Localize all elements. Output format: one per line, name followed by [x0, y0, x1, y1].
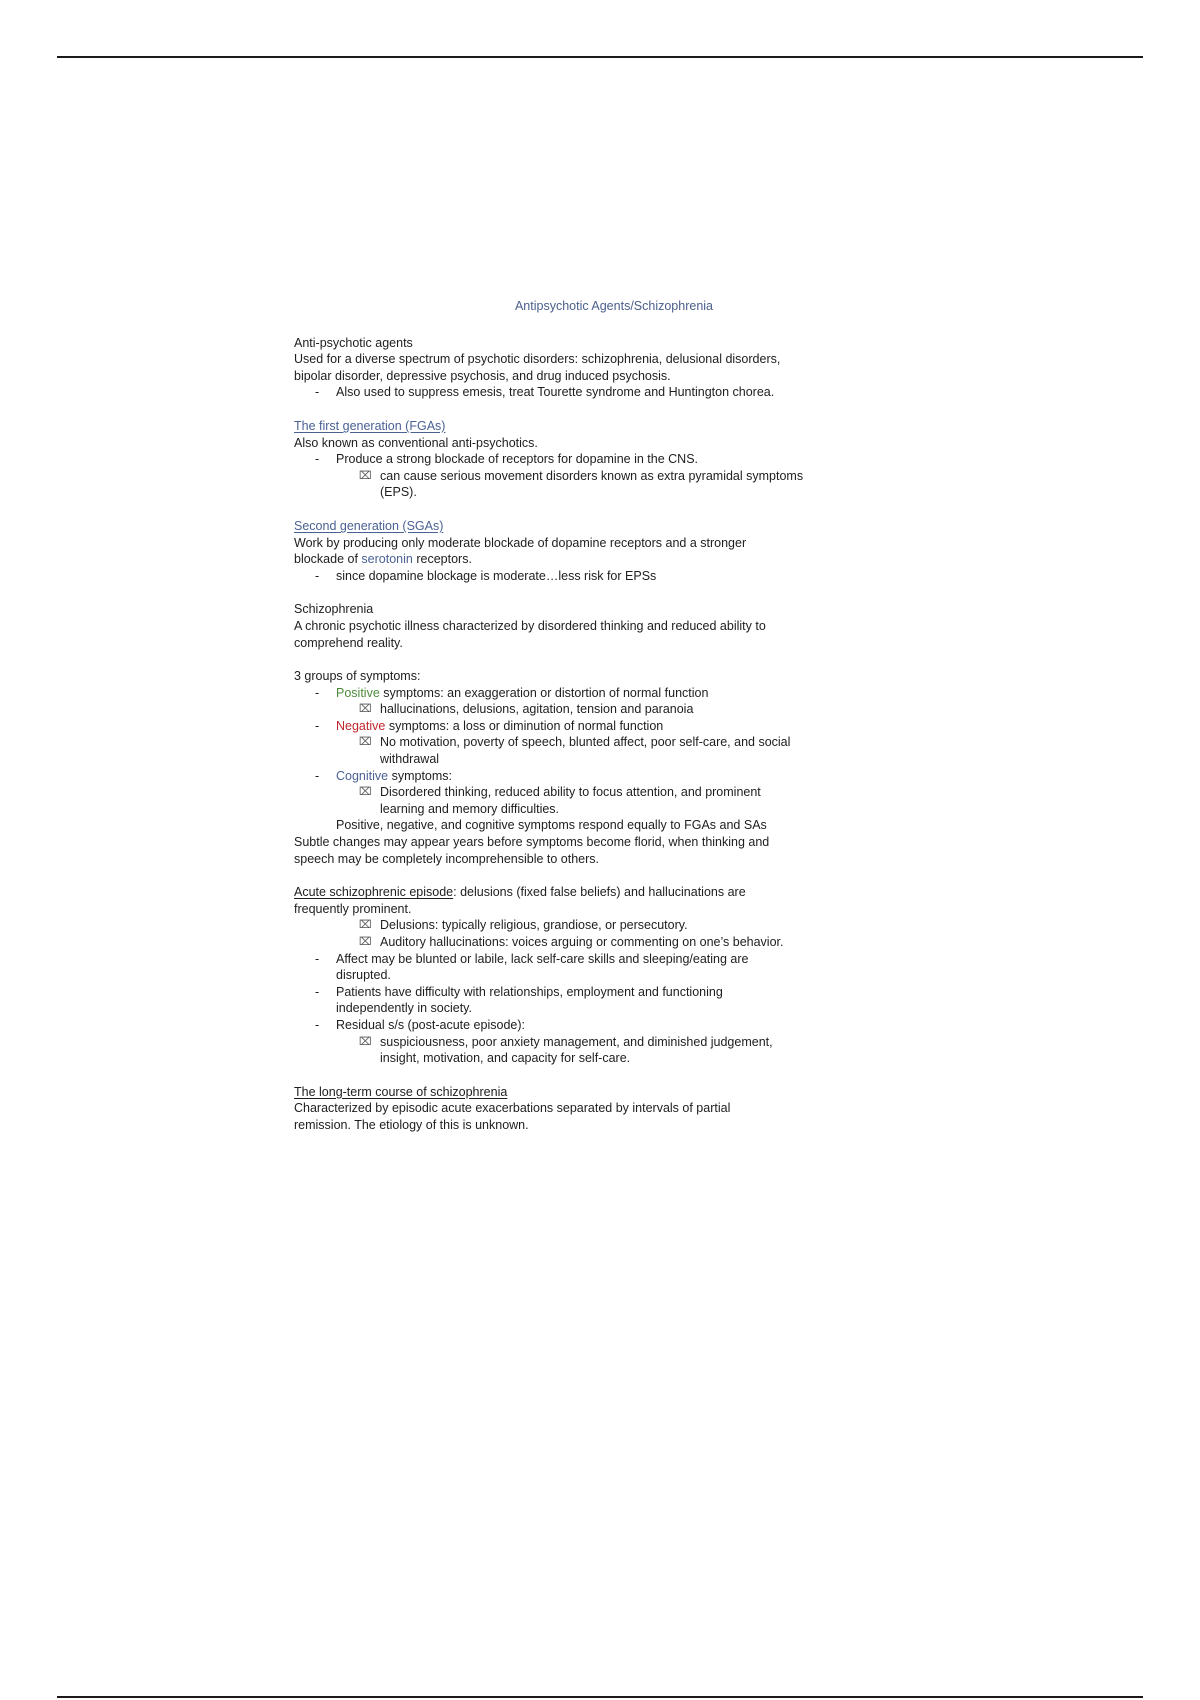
- dash-bullet: - Patients have difficulty with relationships, employment and functioning: [294, 984, 894, 1001]
- dash-bullet: - Affect may be blunted or labile, lack self-care skills and sleeping/eating are: [294, 951, 894, 968]
- paragraph-line: Used for a diverse spectrum of psychotic disorders: schizophrenia, delusional disorders,: [294, 352, 781, 367]
- sub-bullet-icon: ⌧: [359, 786, 372, 799]
- highlight-serotonin: serotonin: [361, 552, 413, 567]
- document-title: Antipsychotic Agents/Schizophrenia: [514, 299, 714, 313]
- section-schizophrenia: [294, 601, 894, 651]
- section-symptom-groups: [294, 668, 894, 867]
- sub-bullet-icon: ⌧: [359, 736, 372, 749]
- label-cognitive: Cognitive: [336, 768, 389, 783]
- dash-bullet-continued: disrupted.: [336, 968, 391, 983]
- sub-bullet-continued: insight, motivation, and capacity for self-care.: [380, 1051, 631, 1066]
- sub-bullet: ⌧ No motivation, poverty of speech, blunted affect, poor self-care, and social: [359, 735, 791, 750]
- section-antipsychotic-agents: [294, 335, 894, 401]
- document-page: [294, 298, 894, 1134]
- sub-bullet-continued: (EPS).: [380, 485, 417, 500]
- paragraph-line: frequently prominent.: [294, 901, 412, 916]
- section-first-generation: [294, 418, 894, 501]
- sub-bullet-continued: learning and memory difficulties.: [380, 801, 560, 816]
- paragraph-line: Subtle changes may appear years before symptoms become florid, when thinking and: [294, 835, 770, 850]
- paragraph-line: blockade of serotonin receptors.: [294, 552, 472, 567]
- section-heading: The long-term course of schizophrenia: [294, 1084, 508, 1099]
- paragraph-line: Work by producing only moderate blockade of dopamine receptors and a stronger: [294, 535, 747, 550]
- sub-bullet-icon: ⌧: [359, 919, 372, 932]
- indented-line: Positive, negative, and cognitive symptoms respond equally to FGAs and SAs: [336, 818, 767, 833]
- sub-bullet: ⌧ suspiciousness, poor anxiety management, and diminished judgement,: [359, 1034, 773, 1049]
- section-heading: Anti-psychotic agents: [294, 335, 413, 350]
- section-long-term-course: [294, 1084, 894, 1134]
- sub-bullet: ⌧ hallucinations, delusions, agitation, tension and paranoia: [359, 702, 694, 717]
- paragraph-line: comprehend reality.: [294, 635, 403, 650]
- paragraph-line: bipolar disorder, depressive psychosis, and drug induced psychosis.: [294, 368, 671, 383]
- section-heading: Schizophrenia: [294, 602, 374, 617]
- sub-bullet: ⌧ can cause serious movement disorders known as extra pyramidal symptoms: [359, 468, 804, 483]
- dash-bullet-positive: - Positive symptoms: an exaggeration or distortion of normal function: [294, 685, 894, 702]
- paragraph-line: A chronic psychotic illness characterized by disordered thinking and reduced ability to: [294, 618, 766, 633]
- sub-bullet: ⌧ Delusions: typically religious, grandiose, or persecutory.: [359, 918, 688, 933]
- section-heading: Acute schizophrenic episode: delusions (fixed false beliefs) and hallucinations are: [294, 885, 746, 900]
- sub-bullet-icon: ⌧: [359, 469, 372, 482]
- section-second-generation: [294, 518, 894, 584]
- dash-bullet-cognitive: - Cognitive symptoms:: [294, 768, 894, 785]
- sub-bullet-icon: ⌧: [359, 936, 372, 948]
- label-positive: Positive: [336, 685, 380, 700]
- paragraph-line: Characterized by episodic acute exacerbations separated by intervals of partial: [294, 1101, 731, 1116]
- dash-bullet-negative: - Negative symptoms: a loss or diminution of normal function: [294, 718, 894, 735]
- sub-bullet-continued: withdrawal: [380, 752, 440, 767]
- paragraph-line: speech may be completely incomprehensible to others.: [294, 851, 600, 866]
- section-acute-episode: [294, 884, 894, 1067]
- sub-bullet-icon: ⌧: [359, 1035, 372, 1048]
- section-heading-link[interactable]: Second generation (SGAs): [294, 518, 444, 533]
- dash-bullet: - Residual s/s (post-acute episode):: [294, 1017, 894, 1034]
- dash-bullet: - Also used to suppress emesis, treat Tourette syndrome and Huntington chorea.: [294, 384, 894, 401]
- dash-bullet: - since dopamine blockage is moderate…less risk for EPSs: [294, 568, 894, 585]
- sub-bullet: ⌧ Auditory hallucinations: voices arguing or commenting on one’s behavior.: [359, 935, 784, 949]
- dash-bullet-continued: independently in society.: [336, 1001, 472, 1016]
- label-negative: Negative: [336, 718, 386, 733]
- paragraph-line: remission. The etiology of this is unknown.: [294, 1117, 529, 1132]
- section-heading: 3 groups of symptoms:: [294, 669, 421, 684]
- sub-bullet-icon: ⌧: [359, 703, 372, 716]
- page-bottom-rule: [57, 1696, 1143, 1698]
- section-heading-link[interactable]: The first generation (FGAs): [294, 418, 446, 433]
- dash-bullet: - Produce a strong blockade of receptors for dopamine in the CNS.: [294, 451, 894, 468]
- page-top-rule: [57, 56, 1143, 58]
- paragraph-line: Also known as conventional anti-psychotics.: [294, 435, 538, 450]
- sub-bullet: ⌧ Disordered thinking, reduced ability to focus attention, and prominent: [359, 785, 761, 800]
